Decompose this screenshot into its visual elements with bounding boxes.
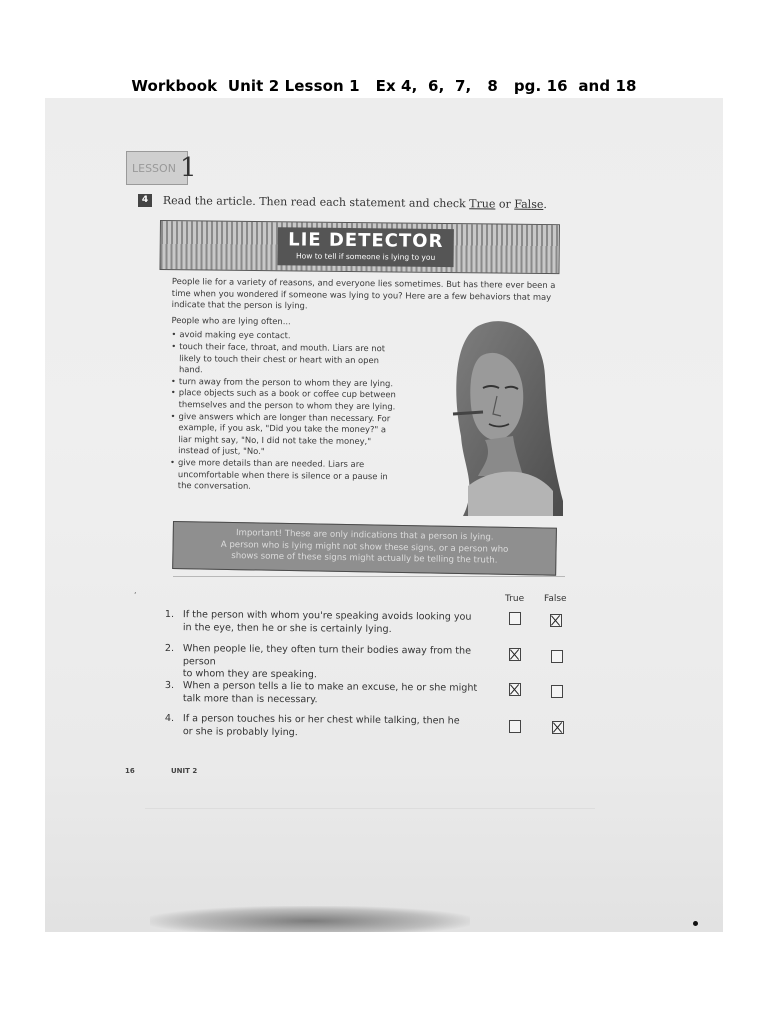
statement-text: If the person with whom you're speaking avoids looking you [182, 609, 472, 623]
article-bullet: • give more details than are needed. Liars are uncomfortable when there is silence or a pause in the conversation. [170, 457, 400, 494]
true-checkbox-checked[interactable] [509, 648, 521, 661]
lesson-badge [126, 151, 197, 185]
faint-divider [145, 808, 595, 809]
article-banner [159, 220, 560, 274]
unit-label: UNIT 2 [171, 767, 198, 775]
stray-mark: , [134, 586, 137, 595]
statement-text: in the eye, then he or she is certainly lying. [182, 621, 392, 635]
true-column-header: True [505, 594, 525, 604]
note-line: Important! These are only indications that a person is lying. [235, 528, 494, 543]
article-banner-title-block [278, 227, 454, 267]
false-column-header: False [544, 594, 567, 604]
statement-number: 4. [164, 713, 175, 725]
important-note-box [172, 521, 557, 576]
statement-text: When a person tells a lie to make an excuse, he or she might [182, 680, 478, 694]
false-checkbox-checked[interactable] [552, 721, 564, 734]
page-number: 16 [125, 767, 135, 775]
note-line: shows some of these signs might actually be telling the truth. [231, 551, 498, 566]
lesson-badge-label: LESSON [132, 161, 176, 175]
true-checkbox[interactable] [509, 612, 521, 625]
finger-shadow [150, 906, 470, 932]
instruction-end: . [543, 197, 547, 212]
true-checkbox[interactable] [509, 720, 521, 733]
instruction-text: Read the article. Then read each statement and check [162, 194, 470, 211]
article-bullet: • avoid making eye contact. [171, 329, 401, 343]
article-bullet-list [170, 329, 402, 494]
false-checkbox[interactable] [551, 650, 563, 663]
woman-portrait-image [423, 316, 563, 516]
workbook-photo [45, 98, 723, 932]
statement-number: 2. [164, 643, 175, 655]
article-title: LIE DETECTOR [288, 229, 444, 252]
statement-text: to whom they are speaking. [182, 668, 317, 681]
statement-item [165, 643, 495, 683]
article-bullet: • turn away from the person to whom they are lying. [171, 376, 401, 390]
exercise-instruction [163, 194, 547, 211]
false-checkbox-checked[interactable] [550, 614, 562, 627]
statement-text: If a person touches his or her chest while talking, then he [182, 713, 460, 727]
lesson-badge-number: 1 [179, 153, 197, 183]
article-lead: People who are lying often... [171, 314, 291, 327]
statement-text: When people lie, they often turn their bodies away from the person [182, 643, 472, 667]
article-bullet: • place objects such as a book or coffee cup between themselves and the person to whom they are lying. [171, 387, 401, 413]
section-divider [173, 576, 565, 577]
exercise-number-badge: 4 [138, 194, 152, 207]
workbook-page [45, 98, 723, 932]
instruction-or: or [495, 197, 515, 211]
instruction-false-word: False [514, 197, 544, 211]
document-title: Workbook Unit 2 Lesson 1 Ex 4, 6, 7, 8 pg. 16 and 18 [131, 77, 637, 95]
article-subtitle: How to tell if someone is lying to you [295, 251, 436, 262]
statement-text: talk more than is necessary. [182, 692, 318, 705]
statement-item [165, 680, 495, 708]
article-intro: People lie for a variety of reasons, and everyone lies sometimes. But has there ever been a time when you wondered if someone was lying to you? Here are a few behaviors that may indicate that the person is lying. [171, 276, 556, 311]
true-checkbox-checked[interactable] [509, 683, 521, 696]
statement-number: 3. [164, 680, 175, 692]
false-checkbox[interactable] [551, 685, 563, 698]
stray-dot [693, 921, 698, 926]
note-line: A person who is lying might not show these signs, or a person who [220, 539, 509, 555]
statement-item [165, 609, 495, 637]
statement-number: 1. [164, 609, 175, 621]
article-bullet: • give answers which are longer than necessary. For example, if you ask, "Did you take the money?" a liar might say, "No, I did not take the money," instead of just, "No." [170, 411, 400, 460]
instruction-true-word: True [469, 197, 496, 211]
statement-text: or she is probably lying. [182, 725, 298, 738]
statement-item [165, 713, 495, 741]
article-bullet: • touch their face, throat, and mouth. Liars are not likely to touch their chest or heart with an open hand. [171, 341, 401, 378]
